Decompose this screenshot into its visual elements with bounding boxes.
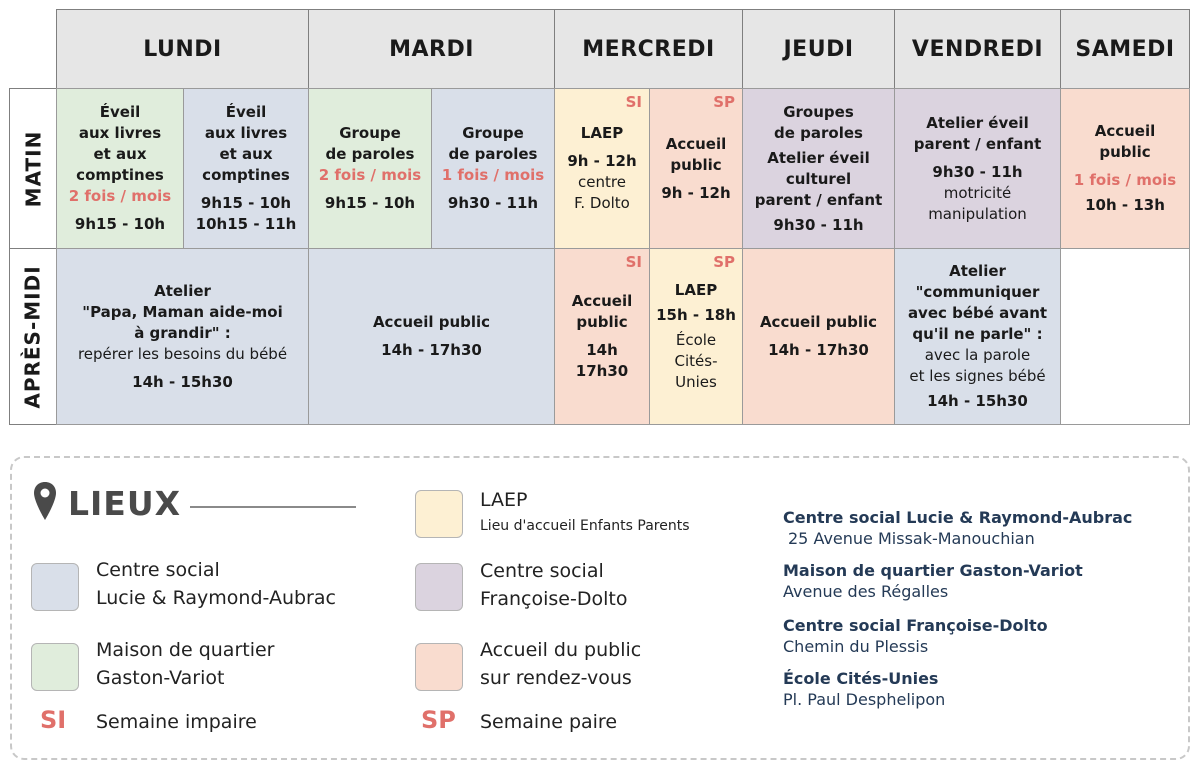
legend-swatch-green	[31, 643, 79, 691]
cell-mardi-matin-a: Groupe de paroles 2 fois / mois 9h15 - 10h	[308, 88, 432, 249]
legend-swatch-yellow	[415, 490, 463, 538]
row-label-matin: MATIN	[9, 88, 57, 249]
cell-mardi-matin-b: Groupe de paroles 1 fois / mois 9h30 - 11h	[431, 88, 555, 249]
legend-item-maison-variot: Maison de quartier Gaston-Variot	[96, 639, 275, 689]
cell-samedi-apres-midi	[1060, 248, 1190, 425]
time-text: 14h - 17h30	[768, 341, 869, 359]
frequency-text: 2 fois / mois	[318, 166, 422, 184]
day-label: SAMEDI	[1075, 36, 1175, 62]
frequency-text: 2 fois / mois	[68, 187, 172, 205]
cell-samedi-matin: Accueil public 1 fois / mois 10h - 13h	[1060, 88, 1190, 249]
day-header-jeudi	[742, 9, 895, 89]
cell-jeudi-matin: Groupes de paroles Atelier éveil culturel parent / enfant 9h30 - 11h	[742, 88, 895, 249]
legend-swatch-blue	[31, 563, 79, 611]
time-text: 9h30 - 11h	[773, 215, 864, 234]
cell-lundi-matin-b: Éveil aux livres et aux comptines 9h15 - 10h 10h15 - 11h	[183, 88, 309, 249]
time-text: 14h - 15h30	[132, 372, 233, 391]
legend-label-sp: Semaine paire	[480, 711, 618, 733]
row-label-apres-midi: APRÈS-MIDI	[9, 248, 57, 425]
cell-mercredi-matin-b: SP Accueil public 9h - 12h	[649, 88, 743, 249]
time-text: 9h15 - 10h	[74, 215, 166, 233]
legend-title-divider	[190, 506, 356, 508]
cell-lundi-apres-midi: Atelier "Papa, Maman aide-moi à grandir" : repérer les besoins du bébé 14h - 15h30	[56, 248, 309, 425]
time-text: 10h15 - 11h	[195, 215, 297, 233]
day-header-vendredi	[894, 9, 1061, 89]
address-block-variot: Maison de quartier Gaston-Variot Avenue des Régalles	[783, 561, 1083, 601]
cell-vendredi-apres-midi: Atelier "communiquer avec bébé avant qu'il ne parle" : avec la parole et les signes bébé 14h - 15h30	[894, 248, 1061, 425]
legend-item-rendez-vous: Accueil du public sur rendez-vous	[480, 639, 642, 689]
day-header-samedi	[1060, 9, 1190, 89]
week-badge: SI	[625, 253, 642, 271]
week-badge: SP	[713, 93, 735, 111]
cell-jeudi-apres-midi: Accueil public 14h - 17h30	[742, 248, 895, 425]
legend-label-si: Semaine impaire	[96, 711, 257, 733]
frequency-text: 1 fois / mois	[441, 166, 545, 184]
legend-item-centre-aubrac: Centre social Lucie & Raymond-Aubrac	[96, 559, 336, 609]
time-text: 14h	[586, 341, 618, 359]
address-block-dolto: Centre social Françoise-Dolto Chemin du Plessis	[783, 616, 1048, 656]
day-label: VENDREDI	[911, 36, 1044, 62]
legend-item-laep: LAEP Lieu d'accueil Enfants Parents	[480, 489, 690, 534]
legend-swatch-salmon	[415, 643, 463, 691]
time-text: 9h30 - 11h	[447, 194, 539, 212]
time-text: 9h15 - 10h	[200, 194, 292, 212]
address-block-cites-unies: École Cités-Unies Pl. Paul Desphelipon	[783, 669, 946, 709]
week-badge: SI	[625, 93, 642, 111]
day-header-mercredi	[554, 9, 743, 89]
cell-mardi-apres-midi: Accueil public 14h - 17h30	[308, 248, 555, 425]
day-header-mardi	[308, 9, 555, 89]
day-header-lundi	[56, 9, 309, 89]
address-block-aubrac: Centre social Lucie & Raymond-Aubrac 25 Avenue Missak-Manouchian	[783, 508, 1133, 548]
cell-mercredi-apres-midi-a: SI Accueil public 14h 17h30	[554, 248, 650, 425]
cell-vendredi-matin: Atelier éveil parent / enfant 9h30 - 11h motricité manipulation	[894, 88, 1061, 249]
time-text: 17h30	[575, 362, 629, 380]
time-text: 9h30 - 11h	[932, 162, 1023, 181]
legend-code-si: SI	[40, 706, 67, 734]
time-text: 14h - 17h30	[381, 341, 482, 359]
cell-lundi-matin-a: Éveil aux livres et aux comptines 2 fois / mois 9h15 - 10h	[56, 88, 184, 249]
legend-title: LIEUX	[68, 484, 182, 523]
time-text: 10h - 13h	[1085, 196, 1165, 214]
legend-code-sp: SP	[421, 706, 456, 734]
legend-swatch-purple	[415, 563, 463, 611]
time-text: 15h - 18h	[656, 306, 736, 324]
time-text: 14h - 15h30	[927, 392, 1028, 410]
frequency-text: 1 fois / mois	[1073, 171, 1177, 189]
day-label: JEUDI	[783, 36, 854, 62]
time-text: 9h15 - 10h	[324, 194, 416, 212]
day-label: MERCREDI	[582, 36, 715, 62]
day-label: MARDI	[389, 36, 474, 62]
day-label: LUNDI	[143, 36, 222, 62]
location-pin-icon	[33, 480, 57, 524]
time-text: 9h - 12h	[661, 183, 731, 202]
time-text: 9h - 12h	[567, 152, 637, 170]
cell-mercredi-matin-a: SI LAEP 9h - 12h centre F. Dolto	[554, 88, 650, 249]
cell-mercredi-apres-midi-b: SP LAEP 15h - 18h École Cités- Unies	[649, 248, 743, 425]
legend-item-centre-dolto: Centre social Françoise-Dolto	[480, 560, 628, 610]
week-badge: SP	[713, 253, 735, 271]
